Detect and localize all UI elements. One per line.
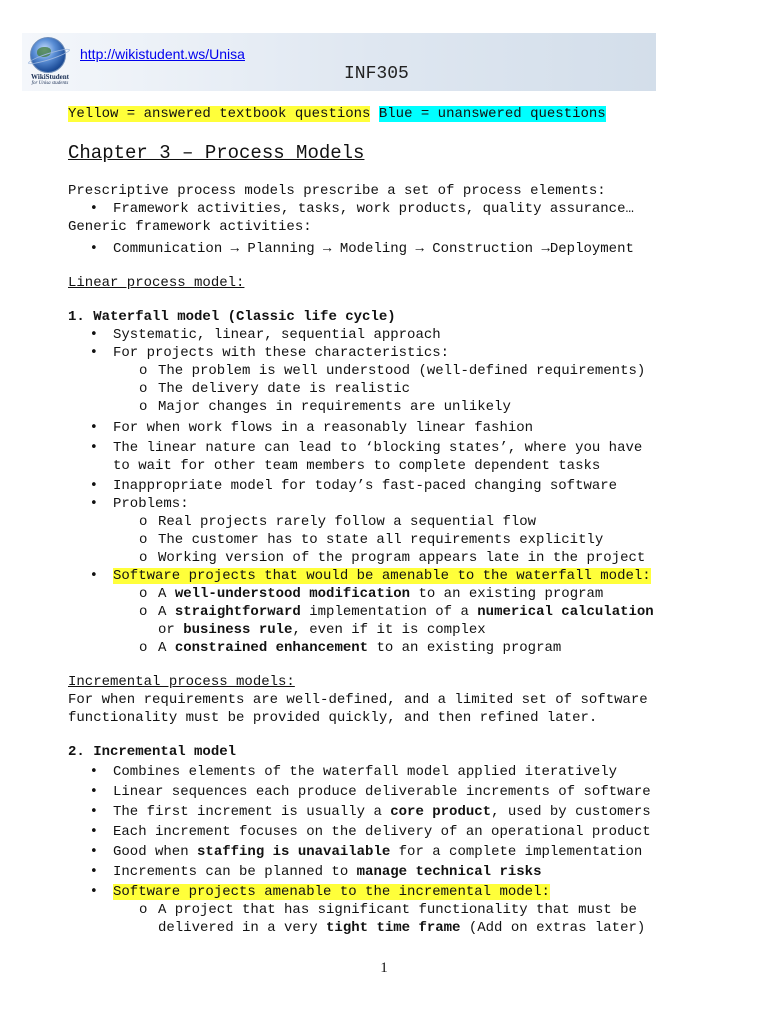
list-item: • Problems: — [68, 495, 758, 513]
logo-name: WikiStudent — [31, 73, 69, 81]
page-number: 1 — [380, 960, 388, 976]
intro-line: Generic framework activities: — [68, 219, 312, 235]
list-item: • For when work flows in a reasonably linear fashion — [68, 419, 758, 437]
course-code: INF305 — [344, 64, 409, 84]
section-heading-linear: Linear process model: — [68, 275, 245, 291]
list-item: • Inappropriate model for today’s fast-paced changing software — [68, 477, 758, 495]
list-item: • The first increment is usually a core product, used by customers — [68, 803, 758, 821]
sub-list-item: o A well-understood modification to an existing program — [68, 585, 758, 603]
sub-list-item: o A straightforward implementation of a numerical calculation or business rule, even if it is complex — [68, 603, 758, 639]
logo-tagline: for Unisa students — [31, 81, 69, 86]
list-item: • Linear sequences each produce deliverable increments of software — [68, 783, 758, 801]
intro-line: Prescriptive process models prescribe a set of process elements: — [68, 183, 606, 199]
list-item: • Each increment focuses on the delivery of an operational product — [68, 823, 758, 841]
section-heading-incremental: Incremental process models: — [68, 674, 295, 690]
paragraph-line: functionality must be provided quickly, and then refined later. — [68, 710, 598, 726]
list-item: • Systematic, linear, sequential approach — [68, 326, 758, 344]
list-item-line: The linear nature can lead to ‘blocking states’, where you have — [113, 440, 643, 456]
list-item: • Combines elements of the waterfall model applied iteratively — [68, 763, 758, 781]
incremental-title: 2. Incremental model — [68, 744, 237, 760]
legend-blue: Blue = unanswered questions — [378, 106, 606, 122]
wikistudent-link[interactable]: http://wikistudent.ws/Unisa — [80, 46, 245, 62]
list-item: • Framework activities, tasks, work products, quality assurance… — [68, 200, 758, 218]
legend-yellow: Yellow = answered textbook questions — [68, 106, 371, 122]
list-item: • Increments can be planned to manage technical risks — [68, 863, 758, 881]
list-item: • Communication → Planning → Modeling → Construction →Deployment — [68, 240, 758, 258]
paragraph-line: For when requirements are well-defined, and a limited set of software — [68, 692, 648, 708]
sub-list-item: o A project that has significant functionality that must be delivered in a very tight time frame (Add on extras later) — [68, 901, 758, 937]
highlight-legend — [68, 106, 606, 122]
answered-question-highlight: Software projects amenable to the incremental model: — [113, 884, 550, 900]
list-item — [68, 883, 758, 901]
list-item — [68, 567, 758, 585]
list-item — [68, 439, 758, 475]
list-item: • For projects with these characteristics: — [68, 344, 758, 362]
sub-list-item: o The customer has to state all requirements explicitly — [68, 531, 758, 549]
document-body — [68, 182, 758, 937]
list-item-line: to wait for other team members to complete dependent tasks — [113, 458, 601, 474]
document-header — [22, 33, 656, 91]
chapter-title: Chapter 3 – Process Models — [68, 142, 365, 164]
sub-list-item: o Working version of the program appears late in the project — [68, 549, 758, 567]
waterfall-title: 1. Waterfall model (Classic life cycle) — [68, 309, 396, 325]
sub-list-item: o Major changes in requirements are unlikely — [68, 398, 758, 416]
sub-list-item: o The delivery date is realistic — [68, 380, 758, 398]
sub-list-item: o The problem is well understood (well-defined requirements) — [68, 362, 758, 380]
answered-question-highlight: Software projects that would be amenable to the waterfall model: — [113, 568, 651, 584]
sub-list-item: o Real projects rarely follow a sequential flow — [68, 513, 758, 531]
sub-list-item: o A constrained enhancement to an existing program — [68, 639, 758, 657]
list-item: • Good when staffing is unavailable for a complete implementation — [68, 843, 758, 861]
wikistudent-globe-logo — [30, 37, 66, 73]
